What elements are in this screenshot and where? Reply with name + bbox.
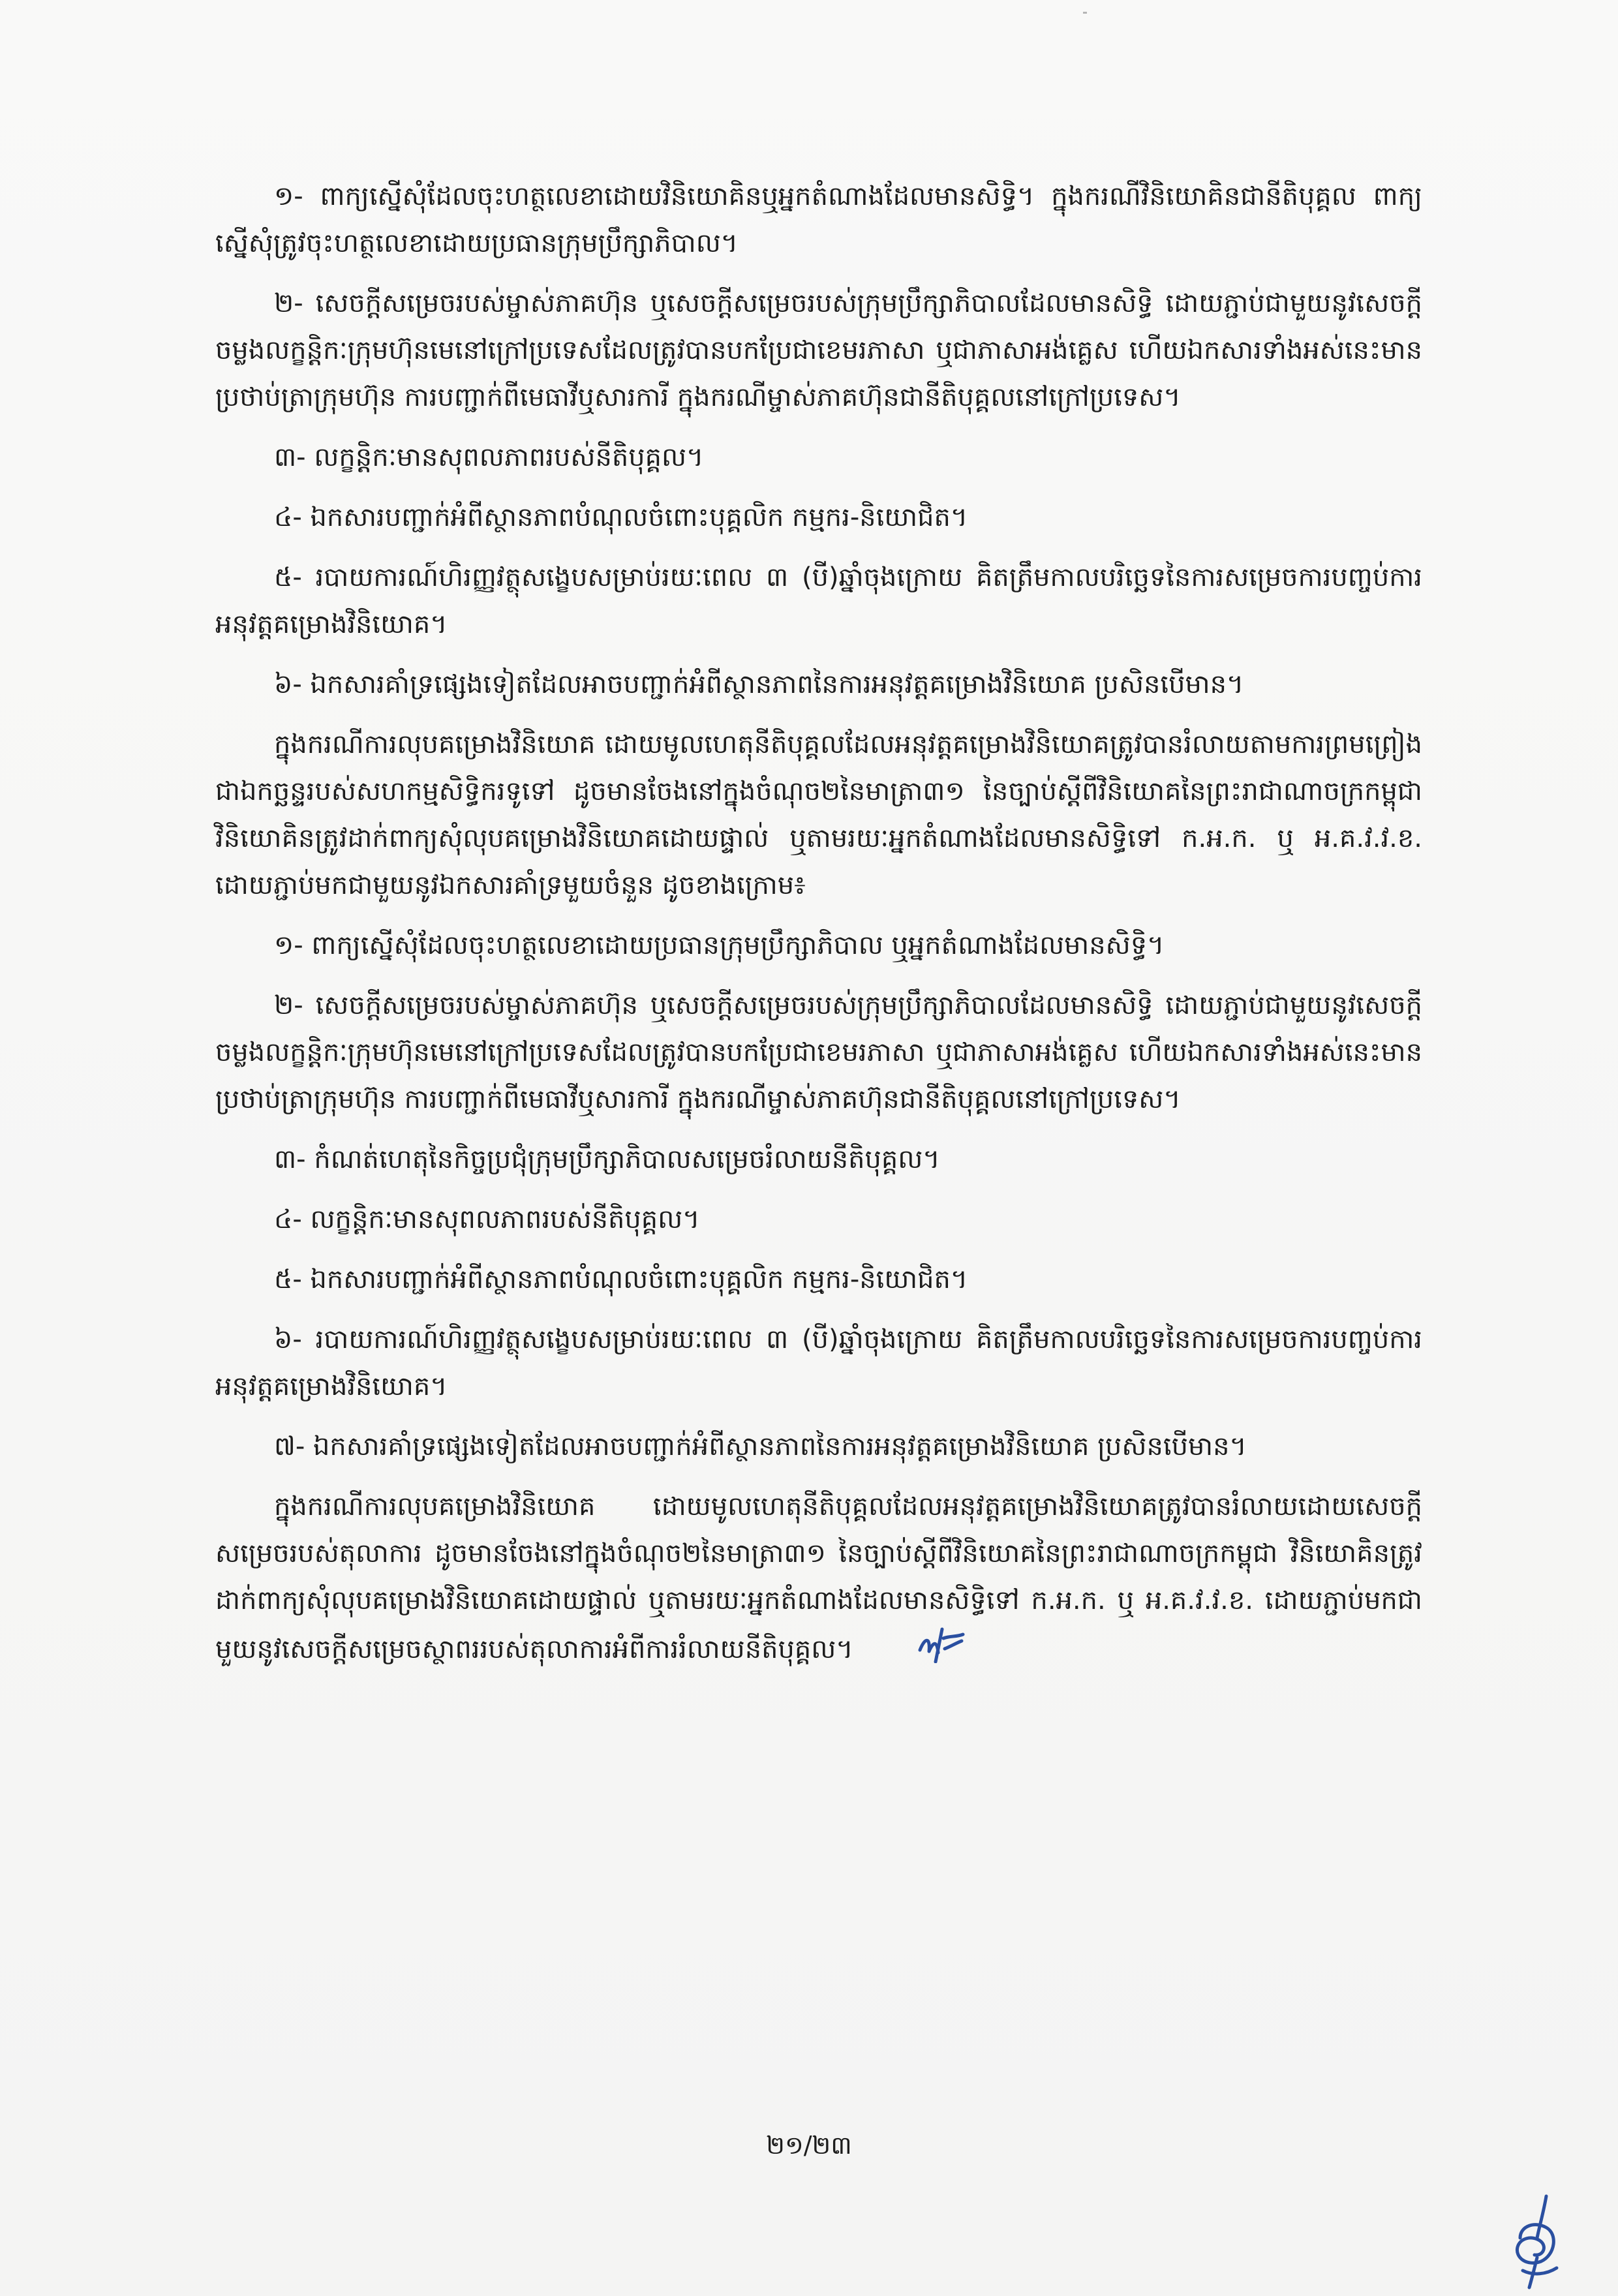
handwritten-initials-icon xyxy=(857,1624,968,1678)
list-item-3-statute: ៣- លក្ខន្តិកៈមានសុពលភាពរបស់នីតិបុគ្គល។ xyxy=(274,442,704,472)
paragraph-dissolution-by-court xyxy=(215,1483,1422,1678)
page-number: ២១/២៣ xyxy=(766,2131,852,2160)
list-item-5-financial-report: ៥- របាយការណ៍ហិរញ្ញវត្ថុសង្ខេបសម្រាប់រយៈពេល ៣ (បី)ឆ្នាំចុងក្រោយ គិតត្រឹមកាលបរិច្ឆេទនៃការសម្រេចការបញ្ចប់ការអនុវត្តគម្រោងវិនិយោគ។ xyxy=(215,562,1422,639)
document-body xyxy=(215,173,1422,1691)
list-item-1-request-letter: ១- ពាក្យស្នើសុំដែលចុះហត្ថលេខាដោយវិនិយោគិនឬអ្នកតំណាងដែលមានសិទ្ធិ។ ក្នុងករណីវិនិយោគិនជានីតិបុគ្គល ពាក្យស្នើសុំត្រូវចុះហត្ថលេខាដោយប្រធានក្រុមប្រឹក្សាភិបាល។ xyxy=(215,181,1423,258)
list-item-4-statute: ៤- លក្ខន្តិកៈមានសុពលភាពរបស់នីតិបុគ្គល។ xyxy=(274,1204,700,1234)
paragraph-dissolution-by-agreement: ក្នុងករណីការលុបគម្រោងវិនិយោគ ដោយមូលហេតុនីតិបុគ្គលដែលអនុវត្តគម្រោងវិនិយោគត្រូវបានរំលាយតាមការព្រមព្រៀងជាឯកច្ឆន្ទរបស់សហកម្មសិទ្ធិករទូទៅ ដូចមានចែងនៅក្នុងចំណុច២នៃមាត្រា៣១ នៃច្បាប់ស្តីពីវិនិយោគនៃព្រះរាជាណាចក្រកម្ពុជា វិនិយោគិនត្រូវដាក់ពាក្យសុំលុបគម្រោងវិនិយោគដោយផ្ទាល់ ឬតាមរយៈអ្នកតំណាងដែលមានសិទ្ធិទៅ ក.អ.ក. ឬ អ.គ.វ.វ.ខ. ដោយភ្ជាប់មកជាមួយនូវឯកសារគាំទ្រមួយចំនួន ដូចខាងក្រោម៖ xyxy=(215,729,1422,900)
paragraph-dissolution-by-court-text: ក្នុងករណីការលុបគម្រោងវិនិយោគ ដោយមូលហេតុនីតិបុគ្គលដែលអនុវត្តគម្រោងវិនិយោគត្រូវបានរំលាយដោយសេចក្តីសម្រេចរបស់តុលាការ ដូចមានចែងនៅក្នុងចំណុច២នៃមាត្រា៣១ នៃច្បាប់ស្តីពីវិនិយោគនៃព្រះរាជាណាចក្រកម្ពុជា វិនិយោគិនត្រូវដាក់ពាក្យសុំលុបគម្រោងវិនិយោគដោយផ្ទាល់ ឬតាមរយៈអ្នកតំណាងដែលមានសិទ្ធិទៅ ក.អ.ក. ឬ អ.គ.វ.វ.ខ. ដោយភ្ជាប់មកជាមួយនូវសេចក្តីសម្រេចស្ថាពររបស់តុលាការអំពីការរំលាយនីតិបុគ្គល។ xyxy=(215,1492,1422,1664)
stamp-signature-icon xyxy=(1501,2192,1572,2290)
list-item-2-shareholder-decision: ២- សេចក្តីសម្រេចរបស់ម្ចាស់ភាគហ៊ុន ឬសេចក្តីសម្រេចរបស់ក្រុមប្រឹក្សាភិបាលដែលមានសិទ្ធិ ដោយភ្ជាប់ជាមួយនូវសេចក្តីចម្លងលក្ខន្តិកៈក្រុមហ៊ុនមេនៅក្រៅប្រទេសដែលត្រូវបានបកប្រែជាខេមរភាសា ឬជាភាសាអង់គ្លេស ហើយឯកសារទាំងអស់នេះមានប្រថាប់ត្រាក្រុមហ៊ុន ការបញ្ជាក់ពីមេធាវីឬសារការី ក្នុងករណីម្ចាស់ភាគហ៊ុនជានីតិបុគ្គលនៅក្រៅប្រទេស។ xyxy=(215,288,1422,412)
list-item-4-debt-status: ៤- ឯកសារបញ្ជាក់អំពីស្ថានភាពបំណុលចំពោះបុគ្គលិក កម្មករ-និយោជិត។ xyxy=(274,502,968,532)
list-item-5-debt-status: ៥- ឯកសារបញ្ជាក់អំពីស្ថានភាពបំណុលចំពោះបុគ្គលិក កម្មករ-និយោជិត។ xyxy=(274,1264,968,1294)
list-item-7-supporting-docs: ៧- ឯកសារគាំទ្រផ្សេងទៀតដែលអាចបញ្ជាក់អំពីស្ថានភាពនៃការអនុវត្តគម្រោងវិនិយោគ ប្រសិនបើមាន។ xyxy=(274,1431,1247,1462)
list-item-6-supporting-docs: ៦- ឯកសារគាំទ្រផ្សេងទៀតដែលអាចបញ្ជាក់អំពីស្ថានភាពនៃការអនុវត្តគម្រោងវិនិយោគ ប្រសិនបើមាន។ xyxy=(274,669,1244,699)
list-item-3-board-minutes: ៣- កំណត់ហេតុនៃកិច្ចប្រជុំក្រុមប្រឹក្សាភិបាលសម្រេចរំលាយនីតិបុគ្គល។ xyxy=(274,1144,940,1174)
scan-speck xyxy=(1083,12,1087,14)
list-item-6-financial-report: ៦- របាយការណ៍ហិរញ្ញវត្ថុសង្ខេបសម្រាប់រយៈពេល ៣ (បី)ឆ្នាំចុងក្រោយ គិតត្រឹមកាលបរិច្ឆេទនៃការសម្រេចការបញ្ចប់ការអនុវត្តគម្រោងវិនិយោគ។ xyxy=(215,1324,1422,1401)
list-item-2-shareholder-decision-b: ២- សេចក្តីសម្រេចរបស់ម្ចាស់ភាគហ៊ុន ឬសេចក្តីសម្រេចរបស់ក្រុមប្រឹក្សាភិបាលដែលមានសិទ្ធិ ដោយភ្ជាប់ជាមួយនូវសេចក្តីចម្លងលក្ខន្តិកៈក្រុមហ៊ុនមេនៅក្រៅប្រទេសដែលត្រូវបានបកប្រែជាខេមរភាសា ឬជាភាសាអង់គ្លេស ហើយឯកសារទាំងអស់នេះមានប្រថាប់ត្រាក្រុមហ៊ុន ការបញ្ជាក់ពីមេធាវីឬសារការី ក្នុងករណីម្ចាស់ភាគហ៊ុនជានីតិបុគ្គលនៅក្រៅប្រទេស។ xyxy=(215,990,1422,1114)
list-item-1-request-letter-board: ១- ពាក្យស្នើសុំដែលចុះហត្ថលេខាដោយប្រធានក្រុមប្រឹក្សាភិបាល ឬអ្នកតំណាងដែលមានសិទ្ធិ។ xyxy=(274,930,1165,960)
